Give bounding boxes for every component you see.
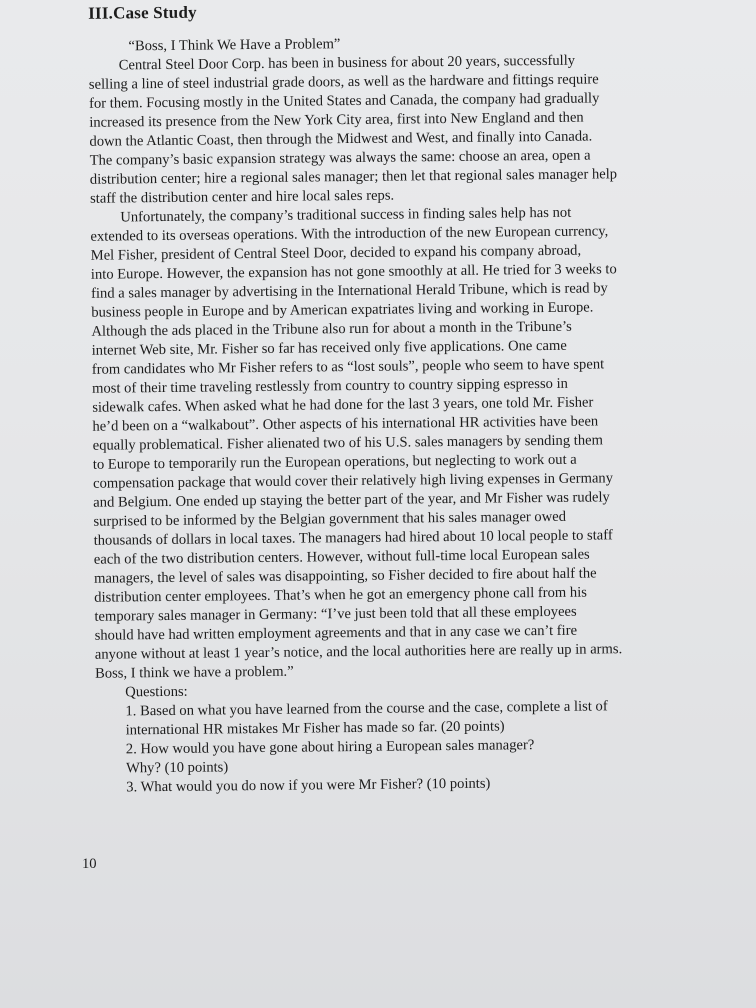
body-line: thousands of dollars in local taxes. The managers had hired about 10 local people to staff — [93, 527, 613, 549]
body-line: Mel Fisher, president of Central Steel Door, decided to expand his company abroad, — [90, 242, 582, 264]
body-line: business people in Europe and by American expatriates living and working in Europe. — [91, 299, 594, 321]
body-line: to Europe to temporarily run the European operations, but neglecting to work out a — [92, 451, 577, 473]
body-line: down the Atlantic Coast, then through the Midwest and West, and finally into Canada. — [89, 128, 593, 150]
body-line: selling a line of steel industrial grade doors, as well as the hardware and fittings require — [88, 71, 599, 93]
margin-number: 10 — [82, 856, 97, 872]
body-line: each of the two distribution centers. However, without full-time local European sales — [93, 546, 590, 568]
body-line: equally problematical. Fisher alienated two of his U.S. sales managers by sending them — [92, 432, 603, 454]
body-line: distribution center employees. That’s when he got an emergency phone call from his — [94, 584, 588, 606]
question-1: 1. Based on what you have learned from the course and the case, complete a list of — [125, 698, 608, 720]
body-line: distribution center; hire a regional sales manager; then let that regional sales manager help — [89, 166, 618, 188]
body-line: should have had written employment agreements and that in any case we can’t fire — [94, 622, 578, 644]
body-line: surprised to be informed by the Belgian government that his sales manager owed — [93, 508, 567, 530]
body-line: The company’s basic expansion strategy was always the same: choose an area, open a — [89, 147, 591, 169]
body-line: internet Web site, Mr. Fisher so far has received only five applications. One came — [91, 337, 567, 359]
body-line: extended to its overseas operations. With the introduction of the new European currency, — [90, 223, 609, 245]
question-1-continued: international HR mistakes Mr Fisher has made so far. (20 points) — [125, 718, 505, 739]
section-heading: III.Case Study — [88, 2, 197, 23]
body-line: for them. Focusing mostly in the United States and Canada, the company had gradually — [89, 90, 600, 112]
body-line: and Belgium. One ended up staying the better part of the year, and Mr Fisher was rudely — [93, 489, 610, 511]
body-line: Boss, I think we have a problem.” — [94, 663, 294, 682]
question-3: 3. What would you do now if you were Mr Fisher? (10 points) — [126, 775, 491, 796]
body-line: Unfortunately, the company’s traditional success in finding sales help has not — [120, 204, 572, 226]
question-2-continued: Why? (10 points) — [125, 759, 229, 777]
paper-sheet — [66, 0, 756, 1008]
body-line: he’d been on a “walkabout”. Other aspects of his international HR activities have been — [92, 413, 599, 435]
body-line: into Europe. However, the expansion has not gone smoothly at all. He tried for 3 weeks to — [90, 261, 617, 283]
body-line: sidewalk cafes. When asked what he had done for the last 3 years, one told Mr. Fisher — [92, 394, 594, 416]
body-line: staff the distribution center and hire local sales reps. — [89, 187, 395, 207]
body-line: Central Steel Door Corp. has been in business for about 20 years, successfully — [118, 52, 576, 74]
body-line: compensation package that would cover their relatively high living expenses in Germany — [92, 470, 614, 492]
body-line: Although the ads placed in the Tribune also run for about a month in the Tribune’s — [91, 318, 572, 340]
question-2: 2. How would you have gone about hiring a European sales manager? — [125, 737, 535, 758]
body-line: from candidates who Mr Fisher refers to as “lost souls”, people who seem to have spent — [91, 356, 605, 378]
body-line: increased its presence from the New York City area, first into New England and then — [89, 109, 584, 131]
body-line: most of their time traveling restlessly from country to country sipping espresso in — [91, 375, 568, 397]
body-line: managers, the level of sales was disappointing, so Fisher decided to fire about half the — [93, 565, 597, 587]
body-line: find a sales manager by advertising in the International Herald Tribune, which is read by — [90, 280, 608, 302]
case-title: “Boss, I Think We Have a Problem” — [128, 36, 341, 55]
body-line: temporary sales manager in Germany: “I’ve just been told that all these employees — [94, 603, 577, 625]
body-line: anyone without at least 1 year’s notice, and the local authorities here are really up in arms. — [94, 641, 623, 663]
questions-heading: Questions: — [125, 683, 188, 701]
